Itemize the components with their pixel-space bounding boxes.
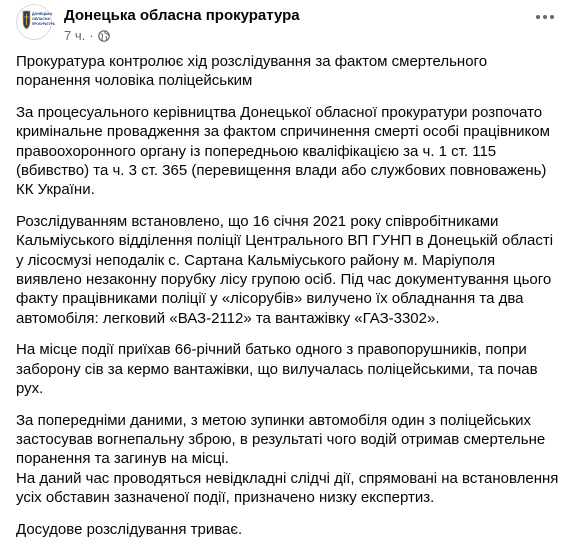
post-paragraph-2: Розслідуванням встановлено, що 16 січня 2021 року співробітниками Кальміуського відділення поліції Центрального ВП ГУНП в Донецькій області у лісосмузі неподалік с. Сартана Кальміуського району м. Маріуполя виявлено незаконну порубку лісу групою осіб. Під час документування цього факту працівниками поліції у «лісорубів» вилучено їх обладнання та два автомобіля: легковий «ВАЗ-2112» та вантажівку «ГАЗ-3302». [16, 212, 554, 327]
post-paragraph-5: На даний час проводяться невідкладні слідчі дії, спрямовані на встановлення усіх обставин зазначеної події, призначено низку експертиз. [16, 469, 559, 507]
post-paragraph-1: За процесуального керівництва Донецької обласної прокуратури розпочато кримінальне провадження за фактом спричинення смерті особі працівником правоохоронного органу із попередньою кваліфікацією за ч. 1 ст. 115 (вбивство) та ч. 3 ст. 365 (перевищення влади або службових повноважень) КК України. [16, 103, 550, 199]
avatar-line-3: ПРОКУРАТУРА [32, 22, 55, 26]
meta-separator: · [89, 28, 94, 43]
post-title: Прокуратура контролює хід розслідування за фактом смертельного поранення чоловіка поліцейським [16, 53, 488, 90]
post-paragraph-4: За попередніми даними, з метою зупинки автомобіля один з поліцейських застосував вогнепальну зброю, в результаті чого водій отримав смертельне поранення та загинув на місці. [16, 411, 546, 468]
avatar-line-2: ОБЛАСНА [32, 17, 51, 21]
avatar-line-1: ДОНЕЦЬКА [32, 12, 53, 16]
avatar[interactable] [16, 4, 55, 40]
more-options-button[interactable] [532, 8, 558, 28]
post-meta [64, 28, 110, 43]
prosecutor-logo-icon [17, 5, 55, 39]
post-paragraph-6: Досудове розслідування триває. [16, 520, 243, 538]
post-timestamp[interactable]: 7 ч. [64, 28, 86, 43]
globe-icon[interactable] [98, 30, 110, 42]
post-body [16, 52, 561, 539]
page-name-link[interactable]: Донецька обласна прокуратура [64, 7, 300, 24]
post-paragraph-3: На місце події приїхав 66-річний батько одного з правопорушників, попри заборону сів за кермо вантажівки, що вилучалась поліцейськими, та почав рух. [16, 341, 538, 398]
more-dots-icon [535, 14, 555, 20]
post-header [16, 0, 558, 50]
